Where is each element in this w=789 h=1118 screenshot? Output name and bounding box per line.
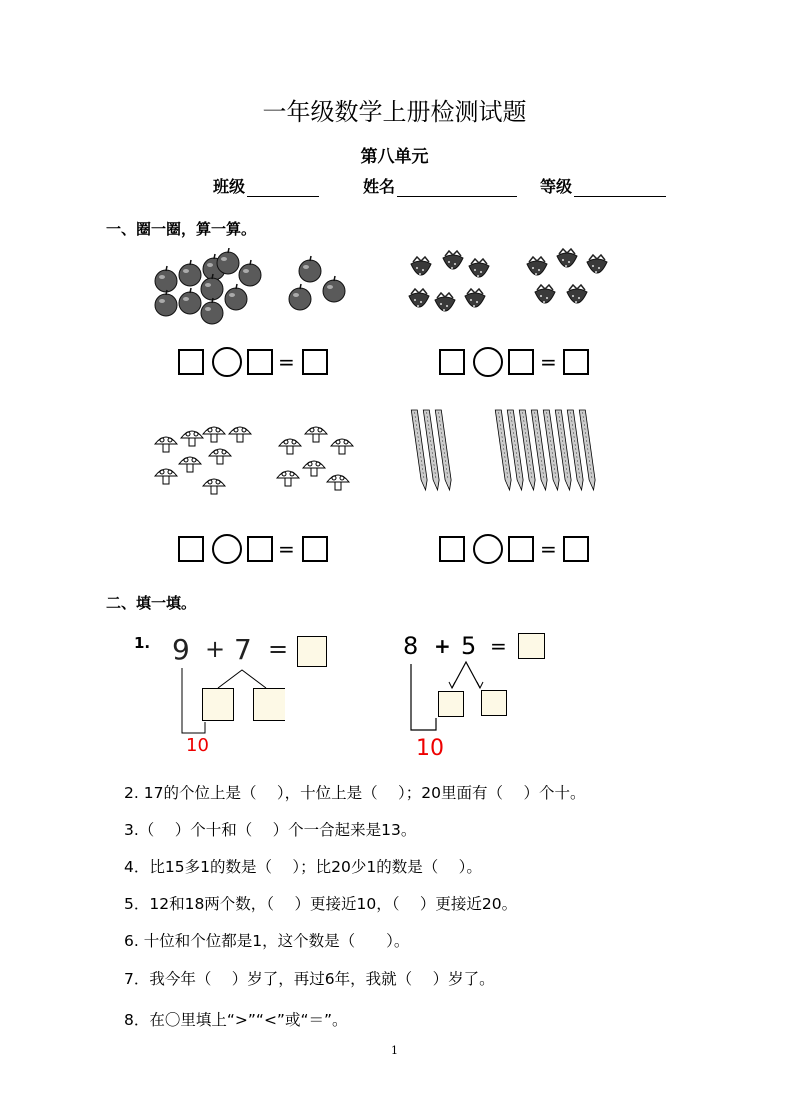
question-2: 2. 17的个位上是（ ），十位上是（ ）；20里面有（ ）个十。 [124, 784, 586, 802]
name-field[interactable] [363, 174, 517, 197]
q1-right-sum-box[interactable] [518, 633, 545, 659]
class-blank[interactable] [247, 178, 319, 197]
operator-circle[interactable] [473, 347, 503, 377]
class-field[interactable] [213, 174, 319, 197]
answer-box[interactable] [247, 349, 273, 375]
q1-left-sum-box[interactable] [297, 636, 327, 667]
equals-sign: = [540, 537, 557, 561]
answer-box[interactable] [302, 349, 328, 375]
operator-circle[interactable] [473, 534, 503, 564]
question-5: 5．12和18两个数，（ ）更接近10，（ ）更接近20。 [124, 895, 518, 913]
answer-box[interactable] [247, 536, 273, 562]
name-label: 姓名 [363, 177, 396, 196]
section1-heading: 一、圈一圈，算一算。 [106, 220, 257, 238]
mushrooms-picture [152, 420, 362, 500]
equals-sign: = [540, 350, 557, 374]
q1-left-a: 9 [172, 633, 190, 666]
section2-heading: 二、填一填。 [106, 594, 197, 612]
q1-right-part-box[interactable] [438, 691, 464, 717]
q1-right-op: + [434, 634, 451, 658]
answer-box[interactable] [178, 349, 204, 375]
q1-left-part-box[interactable] [202, 688, 234, 721]
apples-picture [150, 248, 360, 328]
answer-box[interactable] [508, 349, 534, 375]
answer-box[interactable] [563, 349, 589, 375]
page-title: 一年级数学上册检测试题 [262, 98, 527, 126]
q1-right-b: 5 [461, 632, 477, 660]
operator-circle[interactable] [212, 534, 242, 564]
strawberries-picture [405, 240, 620, 330]
answer-box[interactable] [178, 536, 204, 562]
q1-left-part-box[interactable] [253, 688, 285, 721]
q1-left-hint: 10 [186, 735, 209, 756]
grade-field[interactable] [540, 174, 666, 197]
class-label: 班级 [213, 177, 246, 196]
name-blank[interactable] [397, 178, 517, 197]
equals-sign: = [278, 537, 295, 561]
grade-blank[interactable] [574, 178, 666, 197]
answer-box[interactable] [439, 349, 465, 375]
question-6: 6. 十位和个位都是1，这个数是（ ）。 [124, 932, 410, 950]
question-4: 4．比15多1的数是（ ）；比20少1的数是（ ）。 [124, 858, 482, 876]
page-number: 1 [391, 1044, 398, 1057]
q1-number: 1. [134, 634, 151, 652]
q1-right-part-box[interactable] [481, 690, 507, 716]
q1-left-op: + [205, 635, 226, 663]
q1-right-eq: = [490, 634, 507, 658]
q1-right-hint: 10 [416, 736, 444, 761]
q1-left-b: 7 [234, 633, 252, 666]
question-8: 8．在〇里填上“>”“<”或“＝”。 [124, 1011, 348, 1029]
operator-circle[interactable] [212, 347, 242, 377]
unit-title: 第八单元 [360, 147, 429, 167]
answer-box[interactable] [508, 536, 534, 562]
grade-label: 等级 [540, 177, 573, 196]
answer-box[interactable] [439, 536, 465, 562]
equals-sign: = [278, 350, 295, 374]
q1-right-a: 8 [403, 632, 419, 660]
question-3: 3.（ ）个十和（ ）个一合起来是13。 [124, 821, 417, 839]
q1-left-eq: = [268, 635, 289, 663]
pencils-picture [408, 408, 618, 500]
answer-box[interactable] [302, 536, 328, 562]
answer-box[interactable] [563, 536, 589, 562]
question-7: 7．我今年（ ）岁了，再过6年，我就（ ）岁了。 [124, 970, 495, 988]
